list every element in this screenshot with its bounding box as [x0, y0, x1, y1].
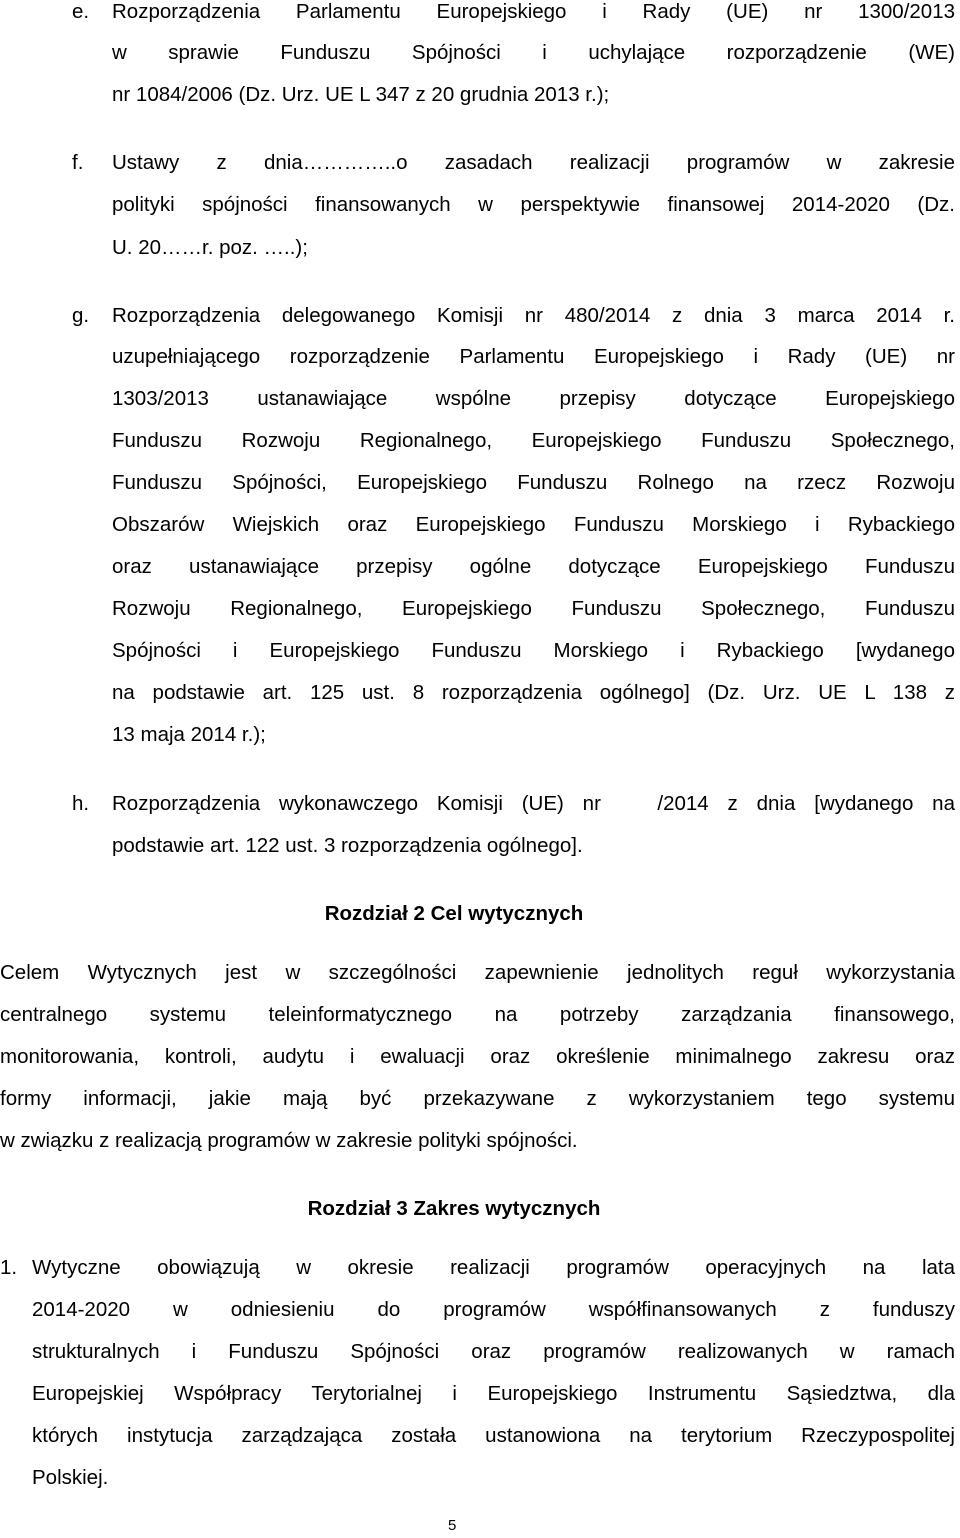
list-item-line: Obszarów Wiejskich oraz Europejskiego Funduszu Morskiego i Rybackiego	[112, 513, 955, 536]
list-item-line: podstawie art. 122 ust. 3 rozporządzenia ogólnego].	[112, 834, 583, 857]
list-item-line: Rozwoju Regionalnego, Europejskiego Funduszu Społecznego, Funduszu	[112, 597, 955, 620]
paragraph-line: formy informacji, jakie mają być przekazywane z wykorzystaniem tego systemu	[0, 1087, 955, 1110]
list-item-line: Wytyczne obowiązują w okresie realizacji programów operacyjnych na lata	[32, 1256, 955, 1279]
paragraph-line: w związku z realizacją programów w zakresie polityki spójności.	[0, 1129, 578, 1152]
list-item-line: w sprawie Funduszu Spójności i uchylające rozporządzenie (WE)	[112, 41, 955, 64]
list-item-line: Polskiej.	[32, 1466, 109, 1489]
list-item-line: Rozporządzenia wykonawczego Komisji (UE) nr /2014 z dnia [wydanego na	[112, 792, 955, 815]
list-item-line: nr 1084/2006 (Dz. Urz. UE L 347 z 20 grudnia 2013 r.);	[112, 83, 610, 106]
list-item-line: 1303/2013 ustanawiające wspólne przepisy dotyczące Europejskiego	[112, 387, 955, 410]
list-marker: e.	[72, 0, 90, 23]
list-item-line: 13 maja 2014 r.);	[112, 723, 266, 746]
list-item-line: Ustawy z dnia…………..o zasadach realizacji programów w zakresie	[112, 151, 955, 174]
list-item-line: Rozporządzenia delegowanego Komisji nr 480/2014 z dnia 3 marca 2014 r.	[112, 304, 955, 327]
list-item-line: Funduszu Rozwoju Regionalnego, Europejskiego Funduszu Społecznego,	[112, 429, 955, 452]
paragraph-line: monitorowania, kontroli, audytu i ewaluacji oraz określenie minimalnego zakresu oraz	[0, 1045, 955, 1068]
chapter-heading: Rozdział 2 Cel wytycznych	[324, 902, 584, 925]
list-item-line: 2014-2020 w odniesieniu do programów współfinansowanych z funduszy	[32, 1298, 955, 1321]
list-marker: g.	[72, 304, 90, 327]
list-item-line: uzupełniającego rozporządzenie Parlamentu Europejskiego i Rady (UE) nr	[112, 345, 955, 368]
list-item-line: Spójności i Europejskiego Funduszu Morskiego i Rybackiego [wydanego	[112, 639, 955, 662]
chapter-heading: Rozdział 3 Zakres wytycznych	[307, 1197, 601, 1220]
list-item-line: Europejskiej Współpracy Terytorialnej i Europejskiego Instrumentu Sąsiedztwa, dla	[32, 1382, 955, 1405]
list-item-line: Funduszu Spójności, Europejskiego Funduszu Rolnego na rzecz Rozwoju	[112, 471, 955, 494]
page-number: 5	[448, 1517, 457, 1534]
list-item-line: których instytucja zarządzająca została ustanowiona na terytorium Rzeczypospolitej	[32, 1424, 955, 1447]
list-item-line: oraz ustanawiające przepisy ogólne dotyczące Europejskiego Funduszu	[112, 555, 955, 578]
paragraph-line: centralnego systemu teleinformatycznego na potrzeby zarządzania finansowego,	[0, 1003, 955, 1026]
list-item-line: na podstawie art. 125 ust. 8 rozporządzenia ogólnego] (Dz. Urz. UE L 138 z	[112, 681, 955, 704]
list-item-line: strukturalnych i Funduszu Spójności oraz programów realizowanych w ramach	[32, 1340, 955, 1363]
list-item-line: polityki spójności finansowanych w perspektywie finansowej 2014-2020 (Dz.	[112, 193, 955, 216]
list-marker: f.	[72, 151, 84, 174]
paragraph-line: Celem Wytycznych jest w szczególności zapewnienie jednolitych reguł wykorzystania	[0, 961, 955, 984]
list-item-line: U. 20……r. poz. …..);	[112, 236, 308, 259]
list-marker: 1.	[0, 1256, 18, 1279]
list-marker: h.	[72, 792, 90, 815]
list-item-line: Rozporządzenia Parlamentu Europejskiego i Rady (UE) nr 1300/2013	[112, 0, 955, 23]
